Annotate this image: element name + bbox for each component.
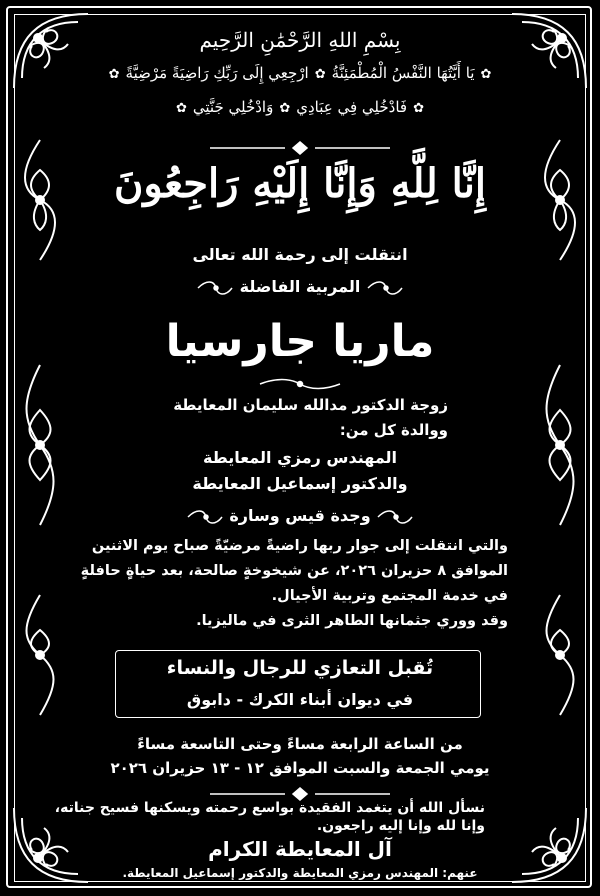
paragraph-line-2: الموافق ٨ حزيران ٢٠٢٦، عن شيخوخةٍ صالحة، بعد حياةٍ حافلةٍ: [80, 563, 508, 579]
condolence-place: في ديوان أبناء الكرك - دابوق: [186, 690, 414, 709]
son-2: والدكتور إسماعيل المعايطة: [192, 474, 408, 493]
prayer-line-2: وإنا لله وإنا إليه راجعون.: [316, 818, 485, 834]
family-name: آل المعايطة الكرام: [208, 837, 392, 861]
verse-1a: يَا أَيَّتُهَا النَّفْسُ الْمُطْمَئِنَّةُ: [331, 64, 475, 82]
wife-of: زوجة الدكتور مدالله سليمان المعايطة: [173, 396, 448, 414]
star-icon: ✿: [413, 101, 424, 116]
star-icon: ✿: [279, 101, 291, 116]
condolence-title: تُقبل التعازي للرجال والنساء: [166, 657, 434, 679]
grandchildren-line: [0, 506, 600, 527]
verse-line-2: [0, 98, 600, 116]
basmala: بِسْمِ اللهِ الرَّحْمَٰنِ الرَّحِيم: [199, 28, 401, 52]
paragraph-line-4: وقد ووري جثمانها الطاهر الثرى في ماليزيا.: [196, 613, 508, 629]
son-1: المهندس رمزي المعايطة: [202, 448, 398, 467]
verse-2b: وَادْخُلِي جَنَّتِي: [192, 98, 274, 116]
deceased-title: المربية الفاضلة: [239, 277, 361, 296]
time-line-1: من الساعة الرابعة مساءً وحتى التاسعة مساءً: [137, 735, 463, 753]
mother-of: ووالدة كل من:: [339, 421, 448, 439]
divider-top: [0, 140, 600, 159]
intro-text: انتقلت إلى رحمة الله تعالى: [192, 245, 408, 264]
deceased-name: ماريا جارسيا: [165, 316, 435, 367]
verse-1b: ارْجِعِي إِلَى رَبِّكِ رَاضِيَةً مَرْضِيَّةً: [125, 64, 309, 82]
flourish-icon: [186, 507, 224, 527]
main-verse: إِنَّا لِلَّهِ وَإِنَّا إِلَيْهِ رَاجِعُونَ: [113, 160, 487, 207]
time-line-2: يومي الجمعة والسبت الموافق ١٢ - ١٣ حزيران ٢٠٢٦: [110, 759, 490, 777]
verse-line-1: [0, 64, 600, 82]
grandchildren: وجدة قيس وسارة: [229, 506, 371, 525]
flourish-icon: [366, 278, 404, 298]
divider-name: [0, 376, 600, 395]
paragraph-line-3: في خدمة المجتمع وتربية الأجيال.: [271, 588, 508, 604]
title-line: [0, 277, 600, 298]
star-icon: ✿: [480, 67, 492, 82]
footnote: عنهم: المهندس رمزي المعايطة والدكتور إسماعيل المعايطة.: [122, 866, 478, 880]
verse-2a: فَادْخُلِي فِي عِبَادِي: [296, 98, 408, 116]
star-icon: ✿: [314, 67, 326, 82]
flourish-icon: [196, 278, 234, 298]
paragraph-line-1: والتي انتقلت إلى جوار ربها راضيةً مرضيّةً صباح يوم الاثنين: [91, 538, 508, 554]
star-icon: ✿: [176, 101, 187, 116]
star-icon: ✿: [108, 67, 120, 82]
prayer-line-1: نسأل الله أن يتغمد الفقيدة بواسع رحمته ويسكنها فسيح جناته،: [54, 800, 485, 816]
flourish-icon: [376, 507, 414, 527]
